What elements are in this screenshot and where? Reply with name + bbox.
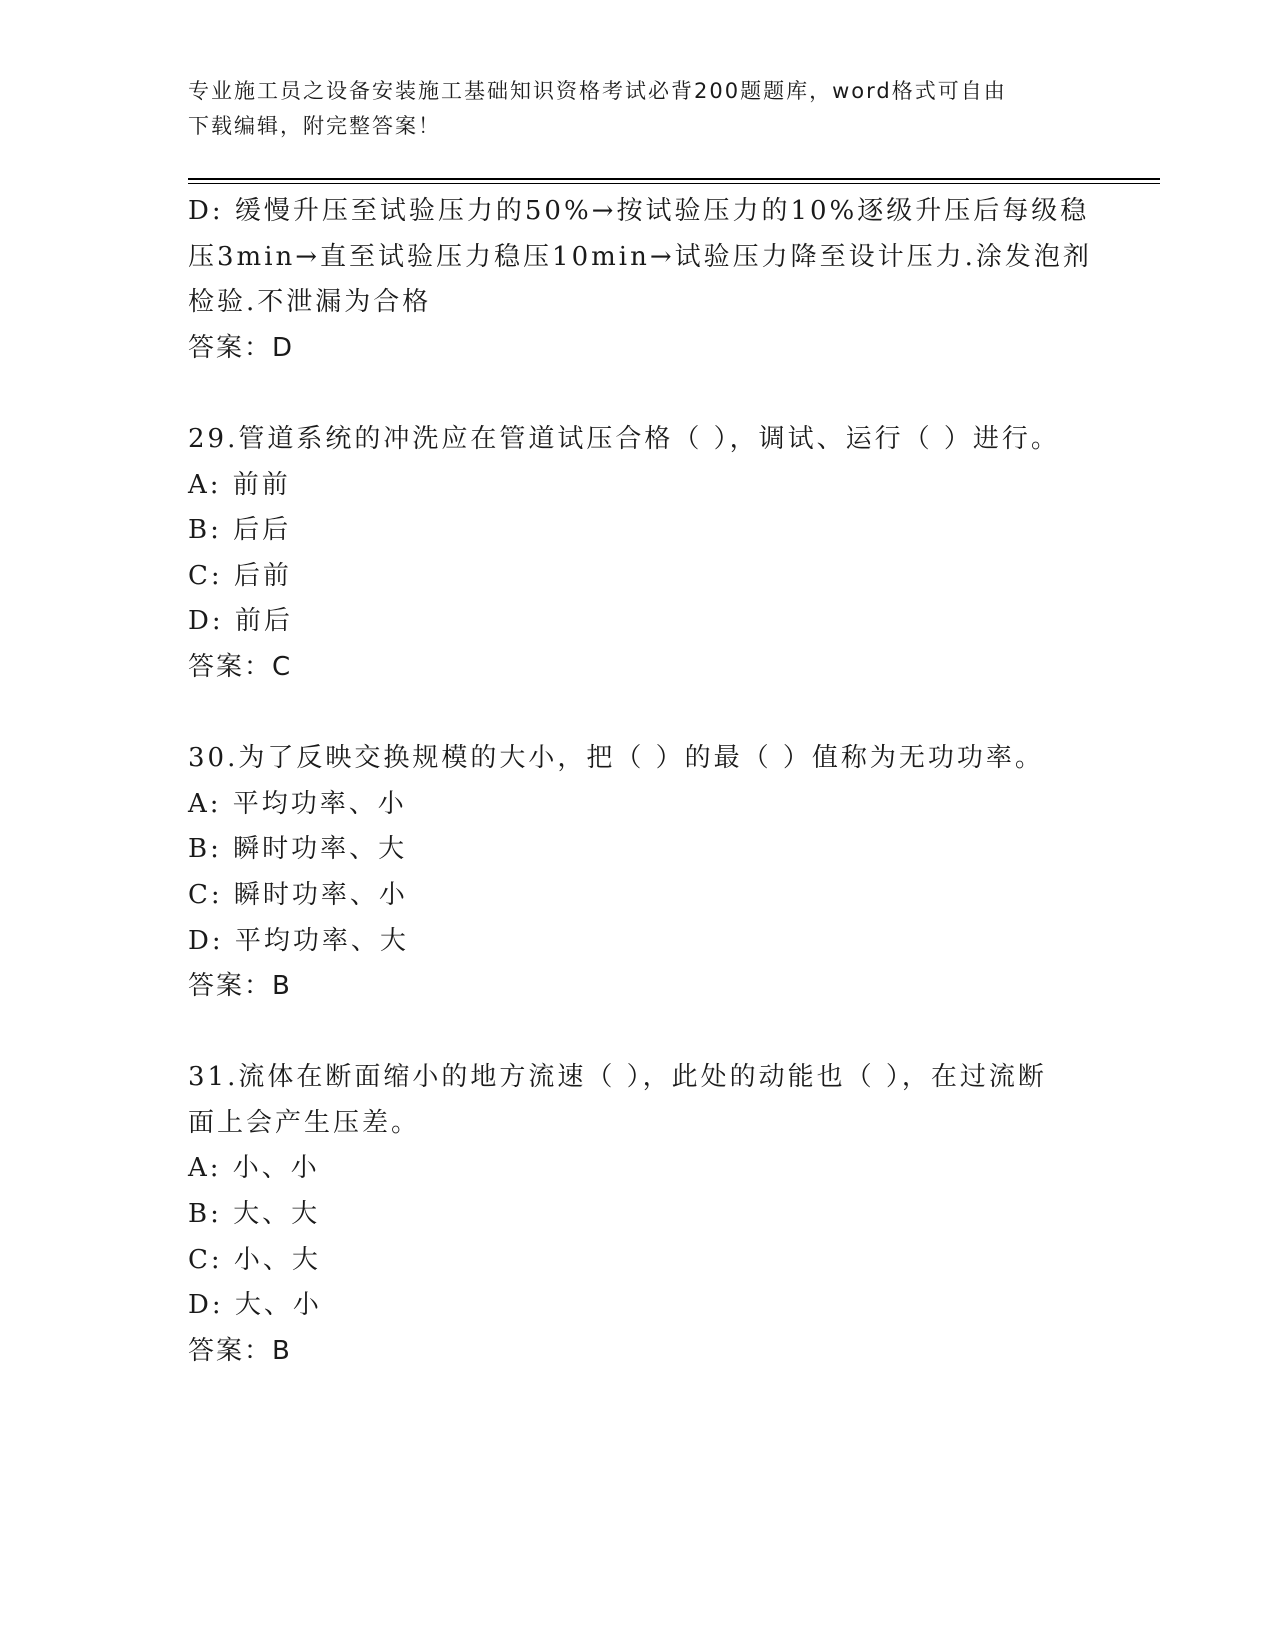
option-a: A: 平均功率、小 — [188, 788, 407, 819]
spacer — [188, 1010, 1088, 1056]
header-title-line-1: 专业施工员之设备安装施工基础知识资格考试必背200题题库，word格式可自由 — [188, 79, 1007, 103]
option-b: B: 大、大 — [188, 1199, 321, 1230]
option-d: D: 大、小 — [188, 1290, 322, 1321]
question-stem: 29.管道系统的冲洗应在管道试压合格（ ），调试、运行（ ）进行。 — [188, 423, 1060, 454]
option-c: C: 小、大 — [188, 1244, 321, 1275]
question-stem-continued: 面上会产生压差。 — [188, 1107, 421, 1138]
option-b: B: 瞬时功率、大 — [188, 834, 408, 865]
question-31 — [188, 1055, 1088, 1374]
question-stem: 31.流体在断面缩小的地方流速（ ），此处的动能也（ ），在过流断 — [188, 1062, 1047, 1093]
option-d: D: 平均功率、大 — [188, 925, 409, 956]
option-a: A: 小、小 — [188, 1153, 320, 1184]
answer-line: 答案：D — [188, 332, 295, 363]
header-divider-thin — [188, 183, 1160, 184]
option-d-line: 检验.不泄漏为合格 — [188, 287, 432, 318]
question-29 — [188, 417, 1088, 691]
option-c: C: 瞬时功率、小 — [188, 879, 408, 910]
spacer — [188, 371, 1088, 417]
option-d-line: 压3min→直至试验压力稳压10min→试验压力降至设计压力.涂发泡剂 — [188, 241, 1092, 272]
option-d-line: D: 缓慢升压至试验压力的50%→按试验压力的10%逐级升压后每级稳 — [188, 196, 1090, 226]
spacer — [188, 691, 1088, 737]
answer-line: 答案：B — [188, 1335, 292, 1366]
continued-question-block — [188, 189, 1092, 371]
document-header — [188, 74, 1068, 144]
header-title-line-2: 下载编辑，附完整答案！ — [188, 114, 441, 138]
question-content — [188, 189, 1092, 1374]
option-c: C: 后前 — [188, 560, 292, 591]
question-stem: 30.为了反映交换规模的大小，把（ ）的最（ ）值称为无功功率。 — [188, 743, 1044, 774]
option-b: B: 后后 — [188, 515, 292, 546]
option-a: A: 前前 — [188, 469, 291, 500]
question-30 — [188, 736, 1088, 1010]
answer-line: 答案：C — [188, 651, 293, 682]
answer-line: 答案：B — [188, 971, 292, 1002]
option-d: D: 前后 — [188, 606, 293, 637]
header-divider-thick — [188, 178, 1160, 180]
